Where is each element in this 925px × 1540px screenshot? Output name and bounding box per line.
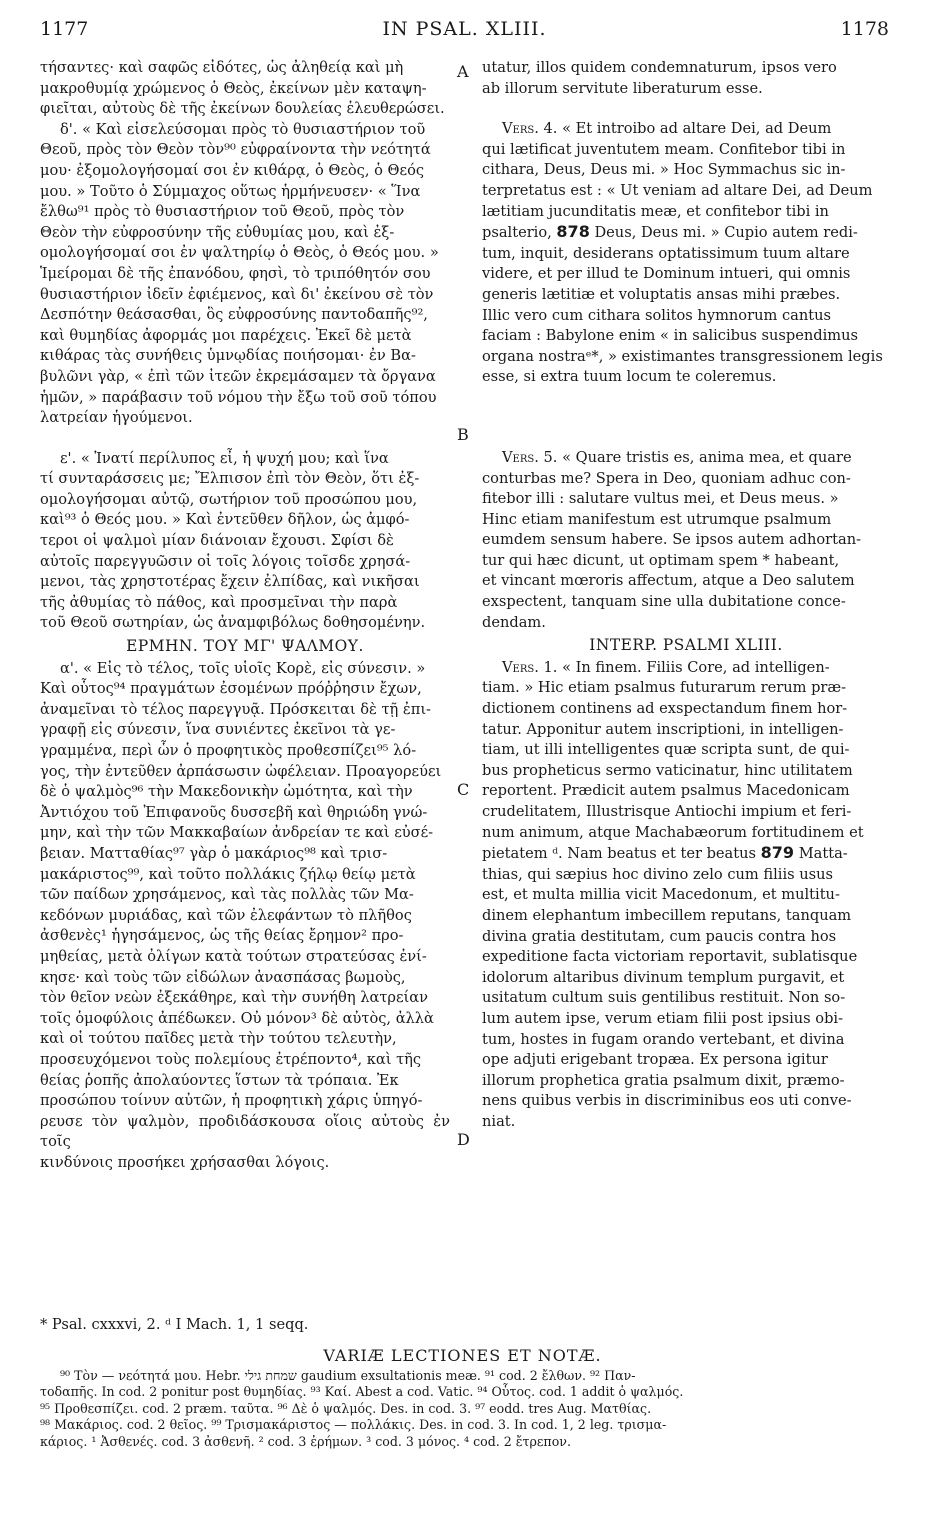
text-line: niat. xyxy=(482,1112,516,1130)
text-line: ἀσθενὲς¹ ἡγησάμενος, ὡς τῆς θείας ἔρημον² προ- xyxy=(40,927,404,945)
latin-column xyxy=(482,58,890,1133)
text-line: καὶ οἱ τούτου παῖδες μετὰ τὴν τούτου τελευτὴν, xyxy=(40,1030,397,1048)
text-line: μακροθυμίᾳ χρώμενος ὁ Θεὸς, ἐκείνων μὲν καταψη- xyxy=(40,79,427,97)
text-line: προσευχόμενοι τοὺς πολεμίους ἐτρέποντο⁴, καὶ τῆς xyxy=(40,1050,422,1068)
text-line: tiam. » Hic etiam psalmus futurarum rerum præ- xyxy=(482,679,847,697)
text-line: Θεοῦ, πρὸς τὸν Θεὸν τὸν⁹⁰ εὐφραίνοντα τὴν νεότητά xyxy=(40,141,431,159)
text-line: dinem elephantum imbecillem reputans, tanquam xyxy=(482,906,852,924)
column-number: 879 xyxy=(760,843,795,863)
text-line: idolorum altaribus divinum templum purgavit, et xyxy=(482,968,845,986)
greek-section-heading: ΕΡΜΗΝ. ΤΟΥ ΜΓ' ΨΑΛΜΟΥ. xyxy=(126,637,364,656)
text-line: βυλῶνι γὰρ, « ἐπὶ τῶν ἰτεῶν ἐκρεμάσαμεν τὰ ὄργανα xyxy=(40,367,436,385)
text-line: tum, hostes in fugam orando vertebant, et divina xyxy=(482,1030,845,1048)
text-line: dendam. xyxy=(482,613,546,631)
text-line: bus propheticus sermo vaticinatur, hinc utilitatem xyxy=(482,761,853,779)
text-line: conturbas me? Spera in Deo, quoniam adhuc con- xyxy=(482,469,851,487)
text-line: nens quibus verbis in discriminibus eos uti conve- xyxy=(482,1092,852,1110)
text-line: μην, καὶ τὴν τῶν Μακκαβαίων ἀνδρείαν τε καὶ εὐσέ- xyxy=(40,824,434,842)
latin-block-1 xyxy=(482,58,890,99)
text-line: Illic vero cum cithara solitos hymnorum cantus xyxy=(482,306,831,324)
text-line: ope adjuti erigebant tropæa. Ex persona igitur xyxy=(482,1051,828,1069)
text-line: organa nostraᵉ*, » existimantes transgressionem legis xyxy=(482,347,883,365)
text-line: ρευσε τὸν ψαλμὸν, προδιδάσκουσα οἵοις αὐτοὺς ἐν τοῖς xyxy=(40,1112,450,1151)
text-line: φιεῖται, αὐτοὺς δὲ τῆς ἐκείνων δουλείας ἐλευθερώσει. xyxy=(40,100,445,118)
margin-marker-a: A xyxy=(457,62,469,81)
text-line: tiam, ut illi intelligentes quæ scripta sunt, de qui- xyxy=(482,741,850,759)
text-line: κινδύνοις προσήκει χρήσασθαι λόγοις. xyxy=(40,1153,330,1171)
latin-block-2 xyxy=(482,119,890,388)
text-line: θείας ῥοπῆς ἀπολαύοντες ἵστων τὰ τρόπαια. Ἐκ xyxy=(40,1071,399,1089)
text-line: μηθείας, μετὰ ὀλίγων κατὰ τούτων στρατεύσας ἐνί- xyxy=(40,947,427,965)
text-line xyxy=(482,843,890,865)
text-line: generis lætitiæ et voluptatis ansas mihi præbes. xyxy=(482,285,841,303)
text-line: Hinc etiam manifestum est utrumque psalmum xyxy=(482,510,832,528)
note-line: ⁹⁵ Προθεσπίζει. cod. 2 præm. ταῦτα. ⁹⁶ Δὲ ὁ ψαλμός. Des. in cod. 3. ⁹⁷ eodd. tres Aug. Ματθίας. xyxy=(40,1400,652,1416)
text-line: βειαν. Ματταθίας⁹⁷ γὰρ ὁ μακάριος⁹⁸ καὶ τρισ- xyxy=(40,844,388,862)
text-line xyxy=(482,222,890,244)
text-line: καὶ θυμηδίας ἀφορμάς μοι παρέχεις. Ἐκεῖ δὲ μετὰ xyxy=(40,326,412,344)
text-span: Deus, Deus mi. » Cupio autem redi- xyxy=(594,224,858,242)
text-line: num animum, atque Machabæorum fortitudinem et xyxy=(482,823,864,841)
text-line: et vincant mœroris affectum, atque a Deo salutem xyxy=(482,572,855,590)
text-line: καὶ⁹³ ὁ Θεός μου. » Καὶ ἐντεῦθεν δῆλον, ὡς ἀμφό- xyxy=(40,511,410,529)
verse-label: Vers. 4. xyxy=(502,120,558,138)
text-line: τεροι οἱ ψαλμοὶ μίαν διάνοιαν ἔχουσι. Σφίσι δὲ xyxy=(40,532,394,550)
text-line: γραφῇ εἰς σύνεσιν, ἵνα συνιέντες ἐκεῖνοι τὰ γε- xyxy=(40,721,396,739)
text-line: τὸν θεῖον νεὼν ἐξεκάθηρε, καὶ τὴν συνήθη λατρείαν xyxy=(40,989,428,1007)
text-line: κεδόνων μυριάδας, καὶ τῶν ἐλεφάντων τὸ πλῆθος xyxy=(40,906,412,924)
text-line: Θεὸν τὴν εὐφροσύνην τῆς εὐθυμίας μου, καὶ ἐξ- xyxy=(40,223,395,241)
text-line: κιθάρας τὰς συνήθεις ὑμνῳδίας ποιήσομαι· ἐν Βα- xyxy=(40,347,416,365)
note-line: τοδαπῆς. In cod. 2 ponitur post θυμηδίας. ⁹³ Καί. Abest a cod. Vatic. ⁹⁴ Οὗτος. cod. 1 addit ὁ ψαλμός. xyxy=(40,1384,684,1400)
running-title: IN PSAL. XLIII. xyxy=(382,18,547,40)
text-line: qui lætificat juventutem meam. Confitebor tibi in xyxy=(482,140,846,158)
text-line: μου. » Τοῦτο ὁ Σύμμαχος οὕτως ἡρμήνευσεν· « Ἵνα xyxy=(40,182,421,200)
latin-block-4 xyxy=(482,658,890,1133)
greek-block-2 xyxy=(40,120,450,429)
text-line: γραμμένα, περὶ ὧν ὁ προφητικὸς προθεσπίζει⁹⁵ λό- xyxy=(40,742,417,759)
greek-block-4 xyxy=(40,659,450,1174)
note-line: ⁹⁰ Τὸν — νεότητά μου. Hebr. שמחת גילי gaudium exsultationis meæ. ⁹¹ cod. 2 ἔλθων. ⁹² Παν- xyxy=(60,1368,636,1383)
note-line: κάριος. ¹ Ἀσθενές. cod. 3 ἀσθενῆ. ² cod. 3 ἐρήμων. ³ cod. 3 μόνος. ⁴ cod. 2 ἔτρεπον. xyxy=(40,1433,571,1449)
text-line: τί συνταράσσεις με; Ἔλπισον ἐπὶ τὸν Θεὸν, ὅτι ἐξ- xyxy=(40,470,420,488)
latin-block-3 xyxy=(482,448,890,633)
text-line xyxy=(482,448,890,469)
text-line: fitebor illi : salutare vultus mei, et Deus meus. » xyxy=(482,490,839,508)
text-span: « Quare tristis es, anima mea, et quare xyxy=(562,448,852,466)
text-line: ἡμῶν, » παράβασιν τοῦ νόμου τὴν ἔξω τοῦ σοῦ τόπου xyxy=(40,388,437,406)
column-number: 878 xyxy=(556,222,590,242)
text-line: esse, si extra tuum locum te coleremus. xyxy=(482,368,777,386)
text-line: reportent. Prædicit autem psalmus Macedonicam xyxy=(482,782,850,800)
text-line: ε'. « Ἱνατί περίλυπος εἶ, ἡ ψυχή μου; καὶ ἵνα xyxy=(60,449,389,467)
margin-marker-c: C xyxy=(457,780,470,799)
text-line: αὐτοῖς παρεγγυῶσιν οἱ τοῖς λόγοις τοῖσδε χρησά- xyxy=(40,552,411,570)
text-line: α'. « Εἰς τὸ τέλος, τοῖς υἱοῖς Κορὲ, εἰς σύνεσιν. » xyxy=(60,659,426,677)
text-line: exspectent, tanquam sine ulla dubitatione conce- xyxy=(482,593,846,611)
text-line: lum autem ipse, verum etiam filii post ipsius obi- xyxy=(482,1009,844,1027)
text-line: crudelitatem, Illustrisque Antiochi impium et feri- xyxy=(482,803,852,820)
left-page-number: 1177 xyxy=(40,18,89,40)
text-line: Δεσπότην θεάσασθαι, ὃς εὐφροσύνης παντοδαπῆς⁹², xyxy=(40,306,428,324)
right-page-number: 1178 xyxy=(840,18,889,40)
text-line xyxy=(482,658,890,679)
text-line xyxy=(482,119,890,140)
text-line: μενοι, τὰς χρηστοτέρας ἔχειν ἐλπίδας, καὶ νικῆσαι xyxy=(40,573,420,591)
text-line: expeditione facta victoriam reportavit, sublatisque xyxy=(482,948,858,966)
greek-block-1 xyxy=(40,58,450,120)
text-line: ομολογήσομαι αὐτῷ, σωτήριον τοῦ προσώπου μου, xyxy=(40,490,418,508)
footnote-references: * Psal. cxxxvi, 2. ᵈ I Mach. 1, 1 seqq. xyxy=(40,1316,309,1333)
text-line: usitatum cultum suis gentilibus restituit. Non so- xyxy=(482,989,846,1007)
text-line: τήσαντες· καὶ σαφῶς εἰδότες, ὡς ἀληθείᾳ καὶ μὴ xyxy=(40,59,404,76)
text-line: Καὶ οὗτος⁹⁴ πραγμάτων ἐσομένων πρόῤῥησιν ἔχων, xyxy=(40,680,422,698)
text-span: psalterio, xyxy=(482,224,552,242)
text-line: tum, inquit, desiderans optatissimum tuum altare xyxy=(482,244,850,262)
text-line: γος, τὴν ἐντεῦθεν ἀρπάσωσιν ὠφέλειαν. Προαγορεύει xyxy=(40,762,442,780)
verse-label: Vers. 1. xyxy=(502,658,558,676)
text-line: τοῦ Θεοῦ σωτηρίαν, ὡς ἀναμφιβόλως δοθησομένην. xyxy=(40,614,426,632)
text-line: λατρείαν ἡγούμενοι. xyxy=(40,409,193,427)
variae-heading: VARIÆ LECTIONES ET NOTÆ. xyxy=(323,1346,602,1365)
text-span: Matta- xyxy=(798,845,848,863)
text-line: τῆς ἀθυμίας τὸ πάθος, καὶ προσμεῖναι τὴν παρὰ xyxy=(40,593,398,611)
margin-marker-b: B xyxy=(457,425,469,444)
text-line: κησε· καὶ τοὺς τῶν εἰδώλων ἀνασπάσας βωμοὺς, xyxy=(40,968,406,986)
text-line: Ἀντιόχου τοῦ Ἐπιφανοῦς δυσσεβῆ καὶ θηριώδη γνώ- xyxy=(40,803,428,821)
variae-notes xyxy=(40,1368,890,1450)
text-line: Ἱμείρομαι δὲ τῆς ἐπανόδου, φησὶ, τὸ τριπόθητόν σου xyxy=(40,264,431,282)
text-line: ἀναμεῖναι τὸ τέλος παρεγγυᾷ. Πρόσκειται δὲ τῇ ἐπι- xyxy=(40,700,431,718)
text-line: θυσιαστήριον ἰδεῖν ἐφιέμενος, καὶ δι' ἐκείνου σὲ τὸν xyxy=(40,285,434,303)
text-line: μακάριστος⁹⁹, καὶ τοῦτο πολλάκις ζήλῳ θείῳ μετὰ xyxy=(40,865,416,883)
text-line: cithara, Deus, Deus mi. » Hoc Symmachus sic in- xyxy=(482,161,846,179)
text-line: ομολογήσομαί σοι ἐν ψαλτηρίῳ ὁ Θεὸς, ὁ Θεός μου. » xyxy=(40,244,439,262)
text-line: est, et multa millia vicit Macedonum, et multitu- xyxy=(482,886,840,904)
greek-block-3 xyxy=(40,449,450,634)
text-line: dictionem continens ad exspectandum finem hor- xyxy=(482,700,848,718)
text-line: lætitiam jucunditatis meæ, et confitebor tibi in xyxy=(482,202,829,220)
text-span: « Et introibo ad altare Dei, ad Deum xyxy=(562,120,832,138)
text-line: divina gratia destitutam, cum paucis contra hos xyxy=(482,927,837,945)
note-line: ⁹⁸ Μακάριος. cod. 2 θεῖος. ⁹⁹ Τρισμακάριστος — πολλάκις. Des. in cod. 3. In cod. 1, 2 leg. τρισμα- xyxy=(40,1417,667,1433)
text-line: τῶν παίδων χρησάμενος, καὶ τὰς πολλὰς τῶν Μα- xyxy=(40,886,414,904)
margin-marker-d: D xyxy=(457,1130,470,1149)
text-span: « In finem. Filiis Core, ad intelligen- xyxy=(562,658,830,676)
text-span: pietatem ᵈ. Nam beatus et ter beatus xyxy=(482,845,757,863)
text-line: tur qui hæc dicunt, ut optimam spem * habeant, xyxy=(482,551,840,569)
text-line: ab illorum servitute liberaturum esse. xyxy=(482,79,763,97)
text-line: δὲ ὁ ψαλμὸς⁹⁶ τὴν Μακεδονικὴν ὠμότητα, καὶ τὴν xyxy=(40,783,413,801)
text-line: terpretatus est : « Ut veniam ad altare Dei, ad Deum xyxy=(482,181,873,199)
text-line: eumdem sensum habere. Se ipsos autem adhortan- xyxy=(482,531,862,549)
latin-section-heading: INTERP. PSALMI XLIII. xyxy=(589,636,783,655)
text-line: tatur. Apponitur autem inscriptioni, in intelligen- xyxy=(482,720,844,738)
text-line: προσώπου τοίνυν αὐτῶν, ἡ προφητικὴ χάρις ὑπηγό- xyxy=(40,1092,423,1110)
text-line: utatur, illos quidem condemnaturum, ipsos vero xyxy=(482,59,837,76)
text-line: μου· ἐξομολογήσομαί σοι ἐν κιθάρᾳ, ὁ Θεὸς, ὁ Θεός xyxy=(40,161,425,179)
verse-label: Vers. 5. xyxy=(502,448,558,466)
text-line: τοῖς ὁμοφύλοις ἀπέδωκεν. Οὐ μόνον³ δὲ αὐτὸς, ἀλλὰ xyxy=(40,1009,434,1027)
page-header xyxy=(40,18,889,48)
text-line: ἔλθω⁹¹ πρὸς τὸ θυσιαστήριον τοῦ Θεοῦ, πρὸς τὸν xyxy=(40,203,405,221)
text-line: videre, et per illud te Dominum intueri, qui omnis xyxy=(482,265,851,283)
text-line: faciam : Babylone enim « in salicibus suspendimus xyxy=(482,327,858,345)
text-line: illorum prophetica gratia psalmum dixit, præmo- xyxy=(482,1071,845,1089)
text-line: δ'. « Καὶ εἰσελεύσομαι πρὸς τὸ θυσιαστήριον τοῦ xyxy=(60,120,426,138)
greek-column xyxy=(40,58,450,1173)
text-line: thias, qui sæpius hoc divino zelo cum filiis usus xyxy=(482,865,834,883)
